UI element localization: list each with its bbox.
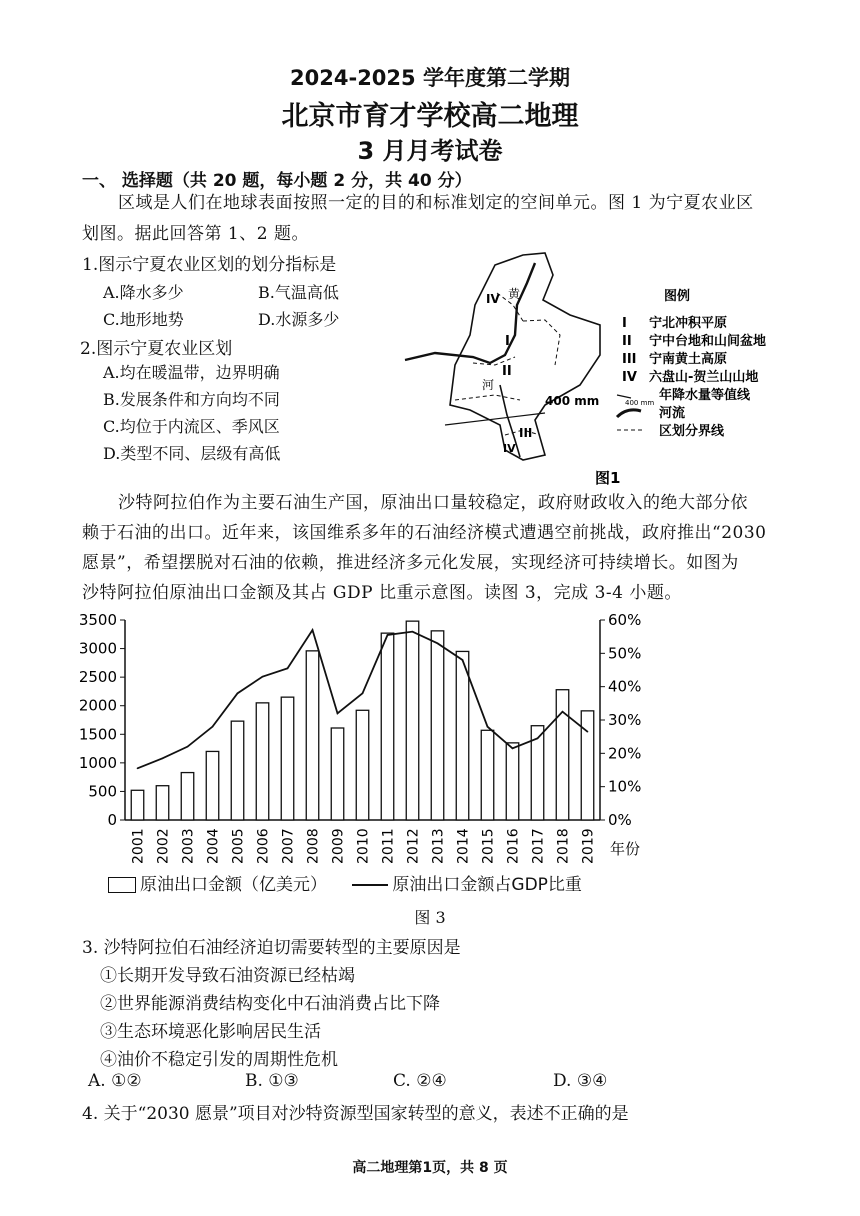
huang-label: 黄 [508, 287, 521, 301]
legend-bar-label: 原油出口金额（亿美元） [140, 875, 327, 895]
region-i-label: I [505, 334, 510, 349]
x-tick-label: 2003 [180, 828, 197, 864]
gdp-share-point-2014 [462, 659, 464, 661]
bar-2001 [131, 790, 144, 820]
bar-2002 [156, 786, 169, 820]
left-tick-label: 1000 [78, 753, 117, 772]
x-tick-label: 2017 [530, 828, 547, 864]
bar-2016 [506, 743, 519, 820]
ningxia-map-figure [395, 245, 795, 485]
legend-text-3: 宁南黄土高原 [649, 352, 728, 367]
right-tick-label: 0% [608, 811, 632, 829]
right-tick-label: 50% [608, 644, 642, 663]
legend-text-5: 年降水量等值线 [659, 388, 751, 403]
legend-sym-1: I [622, 316, 627, 331]
left-tick-label: 3500 [78, 611, 117, 629]
gdp-share-point-2010 [362, 693, 364, 695]
q3-item-3: ③生态环境恶化影响居民生活 [100, 1022, 321, 1042]
gdp-share-point-2019 [587, 731, 589, 733]
bar-2010 [356, 710, 369, 820]
region-iv-north-label: IV [486, 292, 500, 306]
x-tick-label: 2007 [280, 828, 297, 864]
legend-text-6: 河流 [659, 406, 686, 421]
section-heading: 一、 选择题（共 20 题，每小题 2 分，共 40 分） [82, 171, 472, 191]
bar-2003 [181, 773, 194, 820]
q2-option-b: B.发展条件和方向均不同 [103, 390, 280, 409]
q1-option-a: A.降水多少 [103, 283, 184, 302]
yellow-river [405, 263, 535, 363]
q3-option-a: A. ①② [88, 1071, 142, 1091]
bar-2018 [556, 690, 569, 820]
gdp-share-point-2009 [337, 713, 339, 715]
region-iv-south-label: IV [503, 442, 516, 455]
legend-isohyet-swatch [617, 395, 631, 398]
intro2-line1: 沙特阿拉伯作为主要石油生产国，原油出口量较稳定，政府财政收入的绝大部分依 [118, 493, 748, 513]
legend-text-2: 宁中台地和山间盆地 [649, 334, 767, 349]
bar-2009 [331, 728, 344, 820]
region-ii-label: II [502, 364, 512, 379]
gdp-share-point-2017 [537, 738, 539, 740]
x-tick-label: 2001 [130, 828, 147, 864]
gdp-share-point-2018 [562, 711, 564, 713]
x-tick-label: 2019 [580, 828, 597, 864]
chart-legend [108, 870, 582, 895]
gdp-share-point-2011 [387, 634, 389, 636]
legend-line-swatch [352, 884, 388, 886]
left-tick-label: 500 [88, 782, 117, 801]
x-tick-label: 2010 [355, 828, 372, 864]
question-1-stem: 1.图示宁夏农业区划的划分指标是 [82, 255, 337, 275]
q1-option-d: D.水源多少 [258, 310, 340, 329]
x-tick-label: 2016 [505, 828, 522, 864]
bar-2006 [256, 703, 269, 820]
question-2-stem: 2.图示宁夏农业区划 [80, 339, 233, 359]
q2-option-d: D.类型不同、层级有高低 [103, 444, 281, 463]
x-tick-label: 2015 [480, 828, 497, 864]
right-tick-label: 30% [608, 711, 642, 729]
x-tick-label: 2009 [330, 828, 347, 864]
x-tick-label: 2005 [230, 828, 247, 864]
intro1-line2: 划图。据此回答第 1、2 题。 [82, 224, 309, 244]
gdp-share-point-2007 [287, 668, 289, 670]
question-3-stem: 3. 沙特阿拉伯石油经济迫切需要转型的主要原因是 [82, 938, 461, 958]
q3-option-b: B. ①③ [245, 1071, 299, 1091]
bar-2005 [231, 721, 244, 820]
gdp-share-point-2001 [137, 768, 139, 770]
legend-sym-4: IV [622, 370, 637, 385]
gdp-share-point-2002 [162, 758, 164, 760]
intro1-line1: 区域是人们在地球表面按照一定的目的和标准划定的空间单元。图 1 为宁夏农业区 [118, 193, 754, 213]
x-tick-label: 2018 [555, 828, 572, 864]
exam-term-title: 2024-2025 学年度第二学期 [290, 66, 570, 90]
bar-2004 [206, 751, 219, 820]
bar-2014 [456, 651, 469, 820]
gdp-share-point-2003 [187, 746, 189, 748]
legend-sym-5: 400 mm [625, 399, 655, 407]
intro2-line3: 愿景”，希望摆脱对石油的依赖，推进经济多元化发展，实现经济可持续增长。如图为 [82, 553, 739, 573]
x-unit-label: 年份 [610, 840, 641, 858]
right-tick-label: 20% [608, 744, 642, 763]
x-tick-label: 2011 [380, 828, 397, 864]
figure-1-caption: 图1 [595, 469, 621, 485]
q3-option-d: D. ③④ [553, 1071, 608, 1091]
gdp-share-point-2016 [512, 748, 514, 750]
x-tick-label: 2012 [405, 828, 422, 864]
legend-text-7: 区划分界线 [659, 424, 725, 439]
bar-2008 [306, 651, 319, 820]
region-iii-label: III [519, 426, 533, 440]
intro2-line4: 沙特阿拉伯原油出口金额及其占 GDP 比重示意图。读图 3，完成 3-4 小题。 [82, 583, 682, 603]
q1-option-c: C.地形地势 [103, 310, 184, 329]
exam-school-title: 北京市育才学校高二地理 [281, 101, 579, 132]
q2-option-a: A.均在暖温带，边界明确 [103, 363, 280, 382]
map-legend [617, 288, 766, 439]
left-tick-label: 0 [107, 811, 117, 829]
legend-title: 图例 [664, 289, 691, 304]
x-tick-label: 2004 [205, 828, 222, 864]
bar-2012 [406, 621, 419, 820]
oil-export-chart [70, 605, 790, 895]
legend-text-4: 六盘山-贺兰山山地 [649, 370, 759, 385]
bar-2013 [431, 631, 444, 820]
x-tick-label: 2006 [255, 828, 272, 864]
bar-2007 [281, 697, 294, 820]
figure-3-caption: 图 3 [414, 908, 446, 927]
q1-option-b: B.气温高低 [258, 283, 339, 302]
gdp-share-point-2015 [487, 726, 489, 728]
q3-option-c: C. ②④ [393, 1071, 447, 1091]
legend-line-label: 原油出口金额占GDP比重 [392, 875, 582, 895]
bar-2015 [481, 730, 494, 820]
isohyet-label: 400 mm [545, 394, 600, 408]
q3-item-1: ①长期开发导致石油资源已经枯竭 [100, 966, 355, 986]
right-tick-label: 40% [608, 677, 642, 696]
left-tick-label: 1500 [78, 725, 117, 744]
q3-item-2: ②世界能源消费结构变化中石油消费占比下降 [100, 994, 440, 1014]
legend-bar-swatch [108, 877, 136, 893]
boundary-dash-2 [523, 320, 560, 365]
legend-sym-2: II [622, 334, 632, 349]
legend-text-1: 宁北冲积平原 [649, 316, 728, 331]
gdp-share-point-2013 [437, 643, 439, 645]
x-tick-label: 2008 [305, 828, 322, 864]
bar-2011 [381, 633, 394, 820]
legend-river-swatch [617, 410, 641, 417]
x-tick-label: 2014 [455, 828, 472, 864]
x-tick-label: 2002 [155, 828, 172, 864]
q3-item-4: ④油价不稳定引发的周期性危机 [100, 1050, 338, 1070]
question-4-stem: 4. 关于“2030 愿景”项目对沙特资源型国家转型的意义，表述不正确的是 [82, 1104, 629, 1124]
q2-option-c: C.均位于内流区、季风区 [103, 417, 280, 436]
right-tick-label: 10% [608, 777, 642, 796]
right-tick-label: 60% [608, 611, 642, 629]
gdp-share-point-2012 [412, 631, 414, 633]
x-tick-label: 2013 [430, 828, 447, 864]
gdp-share-point-2005 [237, 693, 239, 695]
he-label: 河 [482, 378, 495, 392]
left-tick-label: 2000 [78, 696, 117, 715]
left-tick-label: 3000 [78, 639, 117, 658]
gdp-share-point-2004 [212, 726, 214, 728]
gdp-share-point-2006 [262, 676, 264, 678]
page-footer: 高二地理第1页，共 8 页 [352, 1160, 508, 1176]
gdp-share-point-2008 [312, 629, 314, 631]
left-tick-label: 2500 [78, 668, 117, 687]
legend-sym-3: III [622, 352, 637, 367]
intro2-line2: 赖于石油的出口。近年来，该国维系多年的石油经济模式遭遇空前挑战，政府推出“2030 [82, 523, 767, 543]
boundary-dash-4 [455, 395, 520, 400]
exam-name-title: 3 月月考试卷 [357, 137, 503, 165]
